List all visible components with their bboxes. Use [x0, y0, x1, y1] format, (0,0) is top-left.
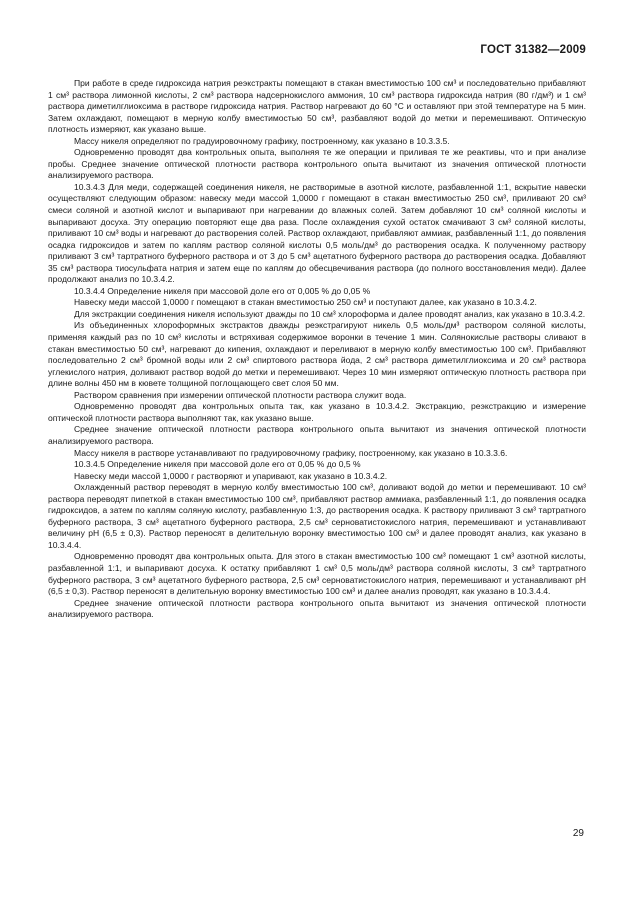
paragraph: Среднее значение оптической плотности раствора контрольного опыта вычитают из значения оптической плотности анализируемого раствора. [48, 597, 586, 620]
paragraph: Одновременно проводят два контрольных опыта, выполняя те же операции и приливая те же реактивы, что и при анализе пробы. Среднее значение оптической плотности раствора контрольного опыта вычитают из значения оптической плотности анализируемого раствора. [48, 147, 586, 181]
paragraph: Навеску меди массой 1,0000 г помещают в стакан вместимостью 250 см³ и поступают далее, как указано в 10.3.4.2. [74, 297, 537, 308]
paragraph: Одновременно проводят два контрольных опыта. Для этого в стакан вместимостью 100 см³ помещают 1 см³ азотной кислоты, разбавленной 1:1, и выпаривают досуха. К остатку прибавляют 1 см³ 0,5 моль/дм³ раствора соляной кислоты, 3 см³ тартратного буферного раствора, 3 см³ ацетатного буферного раствора, 2,5 см³ серноватистокислого натрия, перемешивают и устанавливают рН (6,5 ± 0,3). Раствор переносят в делительную воронку вместимостью 100 см³ и далее анализ проводят, как указано в 10.3.4.4. [48, 551, 586, 597]
paragraph: Навеску меди массой 1,0000 г растворяют и упаривают, как указано в 10.3.4.2. [74, 470, 388, 481]
paragraph: Среднее значение оптической плотности раствора контрольного опыта вычитают из значения оптической плотности анализируемого раствора. [48, 424, 586, 446]
section-heading-10-3-4-5: 10.3.4.5 Определение никеля при массовой доле его от 0,05 % до 0,5 % [74, 459, 361, 470]
paragraph: При работе в среде гидроксида натрия реэкстракты помещают в стакан вместимостью 100 см³ и последовательно прибавляют 1 см³ раствора лимонной кислоты, 2 см³ раствора надсернокислого аммония, 10 см³ раствора гидроксида натрия (80 г/дм³) и 1 см³ раствора диметилглиоксима в растворе гидроксида натрия. Раствор нагревают до 60 °С и оставляют при этой температуре на 5 мин. Затем охлаждают, помещают в мерную колбу вместимостью 50 см³, разбавляют водой до метки и перемешивают. Оптическую плотность измеряют, как указано выше. [48, 78, 586, 135]
section-heading-10-3-4-4: 10.3.4.4 Определение никеля при массовой доле его от 0,005 % до 0,05 % [74, 285, 371, 296]
paragraph: Охлажденный раствор переводят в мерную колбу вместимостью 100 см³, доливают водой до метки и перемешивают. 10 см³ раствора переводят пипеткой в стакан вместимостью 100 см³, прибавляют раствор аммиака, разбавленный 1:1, до появления осадка гидроксидов, а затем по каплям соляную кислоту, разбавленную 1:3, до растворения осадка. К раствору приливают 3 см³ тартратного буферного раствора, 3 см³ ацетатного буферного раствора, 2,5 см³ серноватистокислого натрия, перемешивают и устанавливают величину рН (6,5 ± 0,3). Раствор переносят в делительную воронку вместимостью 100 см³ и далее проводят анализ, как указано в 10.3.4.4. [48, 482, 586, 550]
paragraph: Раствором сравнения при измерении оптической плотности раствора служит вода. [74, 389, 407, 400]
page-number: 29 [572, 828, 584, 839]
section-paragraph-10-3-4-3: 10.3.4.3 Для меди, содержащей соединения никеля, не растворимые в азотной кислоте, разбавленной 1:1, вскрытие навески осуществляют следующим образом: навеску меди массой 1,0000 г помещают в стакан вместимостью 250 см³, приливают 20 см³ смеси соляной и азотной кислот и выпаривают при нагревании до влажных солей. Затем добавляют 10 см³ соляной кислоты и выпаривают досуха. Эту операцию повторяют еще два раза. После охлаждения сухой остаток смачивают 3 см³ соляной кислоты, приливают 10 см³ воды и нагревают до растворения солей. Раствор охлаждают, прибавляют аммиак, разбавленный 1:1, до появления осадка гидроксидов и затем по каплям раствор соляной кислоты 0,5 моль/дм³ до растворения осадка. К полученному раствору приливают 3 см³ тартратного буферного раствора и от 3 до 5 см³ ацетатного буферного раствора до растворения осадка. Добавляют 35 см³ раствора тиосульфата натрия и затем еще по каплям до обесцвечивания раствора (до полного восстановления меди). Далее продолжают анализ по 10.3.4.2. [48, 181, 586, 285]
paragraph: Одновременно проводят два контрольных опыта так, как указано в 10.3.4.2. Экстракцию, реэкстракцию и измерение оптической плотности раствора выполняют так, как указано выше. [48, 401, 586, 423]
paragraph: Из объединенных хлороформных экстрактов дважды реэкстрагируют никель 0,5 моль/дм³ раствором соляной кислоты, применяя каждый раз по 10 см³ кислоты и встряхивая содержимое воронки в течение 1 мин. Солянокислые растворы сливают в стакан вместимостью 50 см³, нагревают до кипения, охлаждают и переливают в мерную колбу вместимостью 100 см³. Прибавляют последовательно 2 см³ бромной воды или 2 см³ спиртового раствора йода, 2 см³ раствора диметилглиоксима и 20 см³ раствора углекислого натрия, доливают раствор водой до метки и перемешивают. Через 10 мин измеряют оптическую плотность раствора при длине волны 450 нм в кювете толщиной поглощающего свет слоя 50 мм. [48, 320, 586, 389]
standard-header: ГОСТ 31382—2009 [480, 44, 586, 56]
paragraph: Для экстракции соединения никеля используют дважды по 10 см³ хлороформа и далее проводят анализ, как указано в 10.3.4.2. [74, 308, 586, 319]
document-body [48, 78, 586, 621]
paragraph: Массу никеля в растворе устанавливают по градуировочному графику, построенному, как указано в 10.3.3.6. [74, 447, 508, 458]
paragraph: Массу никеля определяют по градуировочному графику, построенному, как указано в 10.3.3.5. [74, 135, 450, 146]
